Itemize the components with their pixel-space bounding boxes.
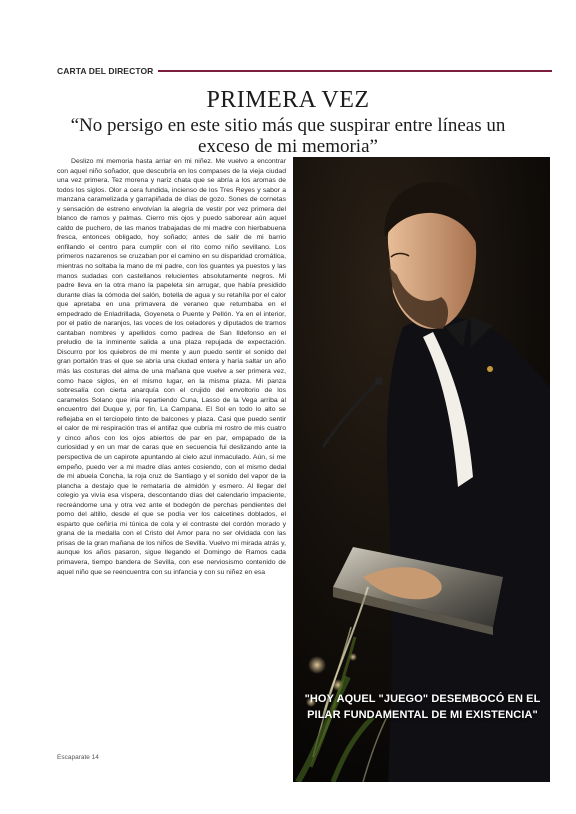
pull-quote: "HOY AQUEL "JUEGO" DESEMBOCÓ EN EL PILAR FUNDAMENTAL DE MI EXISTENCIA" bbox=[304, 693, 541, 721]
article-subtitle: “No persigo en este sitio más que suspirar entre líneas un exceso de mi memoria” bbox=[70, 115, 506, 157]
section-divider bbox=[158, 70, 552, 72]
article-body: Deslizo mi memoria hasta arriar en mi niñez. Me vuelvo a encontrar con aquel niño soñador, que descubría en los compases de la vieja ciudad una vez primera. Tez morena y nariz chata que se abría a los aromas de todos los siglos. Olor a cera fundida, incienso de los Tres Reyes y sabor a manzana caramelizada y garrapiñada de días de gozo. Sones de cornetas y sensación de estreno envolvían la alegría de vestir por vez primera del blanco de ramos y palmas. Cierro mis ojos y puedo saborear aún aquel caldo de puchero, de las manos trabajadas de mi madre con hierbabuena fresca, entonces obligado, hoy soñado; antes de salir de mi barrio enfilando el centro para cumplir con el rito como niño sevillano. Los primeros nazarenos se cruzaban por el camino en su disparidad cromática, mientras no soltaba la mano de mi padre, con los guantes ya puestos y las manos sudadas con castellanos relucientes absolutamente negros. Mi padre lleva en la otra mano la papeleta sin arrugar, que había presidido durante días la cómoda del salón, botella de agua y su retahíla por el calor que apretaba en una primavera de veraneo que retumbaba en el empedrado de Enladrillada, Goyeneta o Puente y Pellón. Ya en el interior, por el patio de naranjos, las voces de los celadores y diputados de tramos cantaban nombres y apellidos como padrea de San Ildefonso en el preludio de la inminente salida a una plaza repujada de expectación. Discurro por los quiebros de mi mente y aun puedo sentir el sonido del gran portalón tras el que se abría una ciudad entera y haría saltar un año más las costuras del alma de una mañana que vuelve a ser primera vez, como hace siglos, en el mismo lugar, en la misma plaza. Mi panza sobresalía con cierta anarquía con el crujido del envoltorio de los caramelos Solano que iría repartiendo Cuna, Lasso de la Vega arriba al encuentro del Duque y, por fin, La Campana. El Sol en todo lo alto se reflejaba en el terciopelo tinto de balcones y plaza. Casi que puedo sentir el calor de mi respiración tras el antifaz que cubría mi rostro de mis cuatro y cinco años con los ojos abiertos de par en par, empapado de la curiosidad y en un mar de caras que en secuencia fui deslizando ante la perspectiva de un capirote apuntando al cielo azul inmaculado. Aún, si me empeño, puedo ver a mi madre días antes cosiendo, con el mismo dedal de mi abuela Concha, la roja cruz de Santiago y el sonido del vapor de la plancha a destajo que le remataría de almidón y esmero. Al llegar del colegio ya vivía esa víspera, descontando días del calendario impaciente, recreándome una y otra vez ante el bodegón de perchas pendientes del pomo del altillo, desde el que se podía ver los calcetines doblados, el esparto que ceñiría mi túnica de cola y el contraste del cordón morado y grana de la medalla con el Cristo del Amor para no ser olvidada con las prisas de la gran mañana de los niños de Sevilla. Vuelvo mi mirada atrás y, aunque los años pasaron, sigue llegando el Domingo de Ramos cada primavera, tiempo bandera de Sevilla, con ese nerviosismo contenido de aquel niño que se reencuentra con su infancia y con su niñez en esa bbox=[57, 158, 286, 576]
page-footer: Escaparate 14 bbox=[57, 754, 99, 761]
section-label: CARTA DEL DIRECTOR bbox=[57, 66, 154, 76]
article-title: PRIMERA VEZ bbox=[206, 87, 370, 113]
speaker-photo-illustration bbox=[293, 157, 550, 782]
section-header bbox=[57, 65, 552, 77]
speaker-photo bbox=[293, 157, 550, 782]
